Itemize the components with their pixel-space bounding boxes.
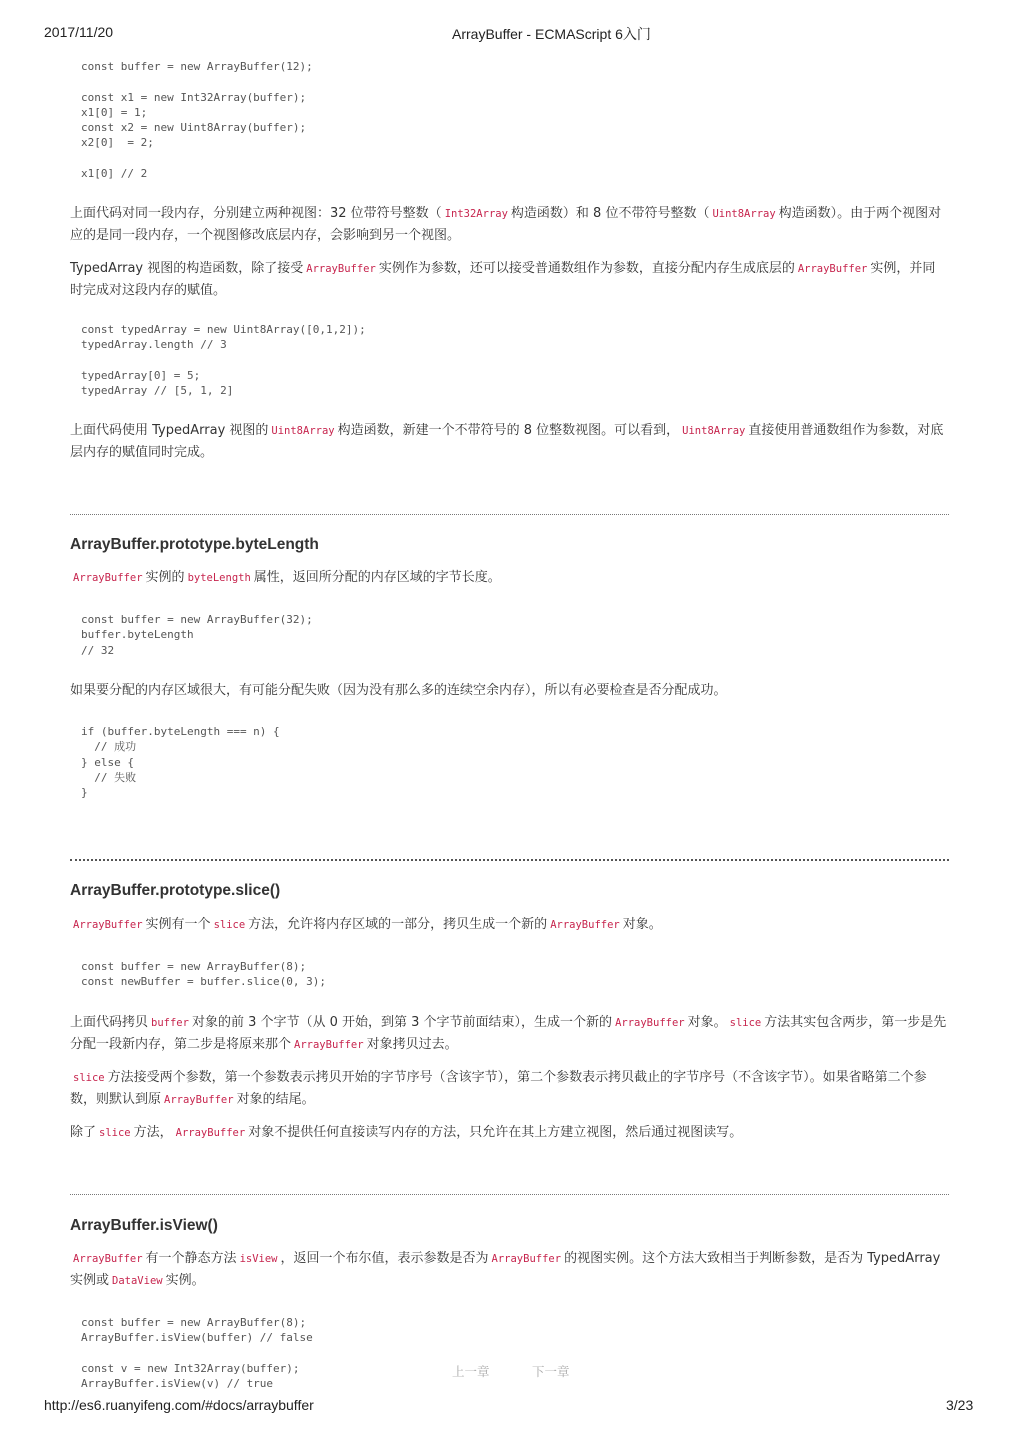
section-heading: ArrayBuffer.isView() [70, 1217, 218, 1234]
text: 对象。 [622, 917, 662, 932]
code-line: // 32 [81, 643, 115, 657]
code-line: if (buffer.byteLength === n) { [81, 725, 280, 738]
text: 实例的 [145, 570, 185, 585]
code-block-4 [81, 724, 280, 800]
text: 对象的前 3 个字节（从 0 开始，到第 3 个字节前面结束），生成一个新的 [191, 1015, 613, 1030]
inline-code: buffer [151, 1017, 189, 1029]
inline-code: ArrayBuffer [73, 919, 143, 931]
inline-code: byteLength [187, 572, 251, 584]
text: 对象。 [687, 1015, 727, 1030]
code-line: const v = new Int32Array(buffer); [81, 1361, 300, 1375]
inline-code: DataView [112, 1275, 163, 1287]
section-divider [70, 514, 949, 515]
inline-code: Uint8Array [271, 425, 335, 437]
text: TypedArray 视图的构造函数，除了接受 [70, 261, 304, 276]
text: 上面代码拷贝 [70, 1015, 149, 1030]
code-line: x1[0] = 1; [81, 105, 148, 119]
paragraph [70, 914, 948, 936]
code-line [81, 74, 313, 89]
code-line: ArrayBuffer.isView(v) // true [81, 1377, 274, 1391]
section-heading: ArrayBuffer.prototype.byteLength [70, 536, 319, 553]
code-line [81, 353, 366, 368]
paragraph [70, 420, 948, 464]
code-block-1 [81, 59, 313, 181]
text: 除了 [70, 1125, 97, 1140]
inline-code: slice [729, 1017, 762, 1029]
code-line: const x1 = new Int32Array(buffer); [81, 90, 307, 104]
inline-code: Int32Array [444, 208, 508, 220]
text: 对象的结尾。 [236, 1092, 315, 1107]
text: 实例，并同时完成对这段内存的赋值。 [70, 261, 936, 298]
code-line: x2[0] = 2; [81, 136, 154, 150]
code-block-3 [81, 612, 313, 658]
paragraph: 如果要分配的内存区域很大，有可能分配失败（因为没有那么多的连续空余内存），所以有必要检查是否分配成功。 [70, 683, 727, 698]
text: 直接使用普通数组作为参数，对底层内存的赋值同时完成。 [70, 423, 944, 460]
code-line: ArrayBuffer.isView(buffer) // false [81, 1331, 313, 1345]
text: 构造函数）。由于两个视图对应的是同一段内存，一个视图修改底层内存，会影响到另一个视图。 [70, 206, 942, 243]
inline-code: ArrayBuffer [73, 1253, 143, 1265]
footer-url: http://es6.ruanyifeng.com/#docs/arraybuffer [44, 1397, 314, 1413]
inline-code: ArrayBuffer [306, 263, 376, 275]
code-block-5 [81, 959, 326, 990]
inline-code: ArrayBuffer [550, 919, 620, 931]
inline-code: ArrayBuffer [491, 1253, 562, 1265]
text: 实例有一个 [145, 917, 211, 932]
code-line: // 成功 [81, 740, 137, 754]
text: 对象拷贝过去。 [366, 1037, 458, 1052]
paragraph [70, 1012, 948, 1056]
paragraph [70, 1248, 948, 1292]
next-chapter-link[interactable]: 下一章 [532, 1364, 570, 1379]
inline-code: Uint8Array [712, 208, 776, 220]
inline-code: ArrayBuffer [615, 1017, 685, 1029]
code-line: const newBuffer = buffer.slice(0, 3); [81, 975, 327, 989]
code-line: const buffer = new ArrayBuffer(8); [81, 1316, 307, 1329]
code-line: typedArray[0] = 5; [81, 368, 201, 382]
code-line [81, 151, 313, 166]
text: 构造函数，新建一个不带符号的 8 位整数视图。可以看到， [337, 423, 680, 438]
section-divider [70, 1194, 949, 1195]
text: 对象不提供任何直接读写内存的方法，只允许在其上方建立视图，然后通过视图读写。 [248, 1125, 743, 1140]
code-block-6 [81, 1315, 313, 1391]
text: 上面代码使用 TypedArray 视图的 [70, 423, 269, 438]
code-line: const typedArray = new Uint8Array([0,1,2]); [81, 323, 366, 336]
code-line: buffer.byteLength [81, 628, 194, 642]
code-line: typedArray.length // 3 [81, 338, 227, 352]
paragraph [70, 567, 948, 589]
inline-code: ArrayBuffer [73, 572, 143, 584]
text: 上面代码对同一段内存，分别建立两种视图：32 位带符号整数（ [70, 206, 442, 221]
text: 方法， [133, 1125, 173, 1140]
section-divider [70, 859, 949, 861]
inline-code: slice [73, 1072, 105, 1084]
text: ，返回一个布尔值，表示参数是否为 [280, 1251, 489, 1266]
text: 方法，允许将内存区域的一部分，拷贝生成一个新的 [248, 917, 548, 932]
paragraph [70, 1122, 948, 1144]
text: 属性，返回所分配的内存区域的字节长度。 [253, 570, 501, 585]
text: 方法接受两个参数，第一个参数表示拷贝开始的字节序号（含该字节），第二个参数表示拷贝截止的字节序号（不含该字节）。如果省略第二个参数，则默认到原 [70, 1070, 927, 1107]
paragraph [70, 1067, 948, 1111]
page-number: 3/23 [946, 1397, 974, 1413]
code-line: const buffer = new ArrayBuffer(8); [81, 960, 307, 973]
code-line: const x2 = new Uint8Array(buffer); [81, 121, 307, 135]
inline-code: ArrayBuffer [294, 1039, 364, 1051]
text: 实例作为参数，还可以接受普通数组作为参数，直接分配内存生成底层的 [378, 261, 795, 276]
inline-code: slice [99, 1127, 131, 1139]
text: 构造函数）和 8 位不带符号整数（ [510, 206, 710, 221]
code-line: const buffer = new ArrayBuffer(12); [81, 60, 313, 73]
section-heading: ArrayBuffer.prototype.slice() [70, 882, 281, 899]
text: 有一个静态方法 [145, 1251, 237, 1266]
print-title: ArrayBuffer - ECMAScript 6入门 [452, 26, 651, 42]
inline-code: ArrayBuffer [175, 1127, 246, 1139]
text: 方法其实包含两步，第一步是先分配一段新内存，第二步是将原来那个 [70, 1015, 947, 1052]
inline-code: ArrayBuffer [797, 263, 868, 275]
code-block-2 [81, 322, 366, 398]
code-line: typedArray // [5, 1, 2] [81, 384, 234, 398]
prev-chapter-link[interactable]: 上一章 [452, 1364, 490, 1379]
code-line: } [81, 786, 88, 800]
inline-code: slice [213, 919, 246, 931]
inline-code: Uint8Array [682, 425, 746, 437]
text: 的视图实例。这个方法大致相当于判断参数，是否为 TypedArray 实例或 [70, 1251, 941, 1288]
text: 实例。 [165, 1273, 205, 1288]
paragraph [70, 258, 948, 302]
code-line: const buffer = new ArrayBuffer(32); [81, 613, 313, 626]
print-date: 2017/11/20 [44, 24, 114, 40]
inline-code: isView [239, 1253, 278, 1265]
paragraph [70, 203, 948, 247]
code-line: } else { [81, 755, 134, 769]
code-line: // 失败 [81, 770, 137, 784]
code-line [81, 1346, 313, 1361]
inline-code: ArrayBuffer [164, 1094, 234, 1106]
code-line: x1[0] // 2 [81, 167, 148, 181]
